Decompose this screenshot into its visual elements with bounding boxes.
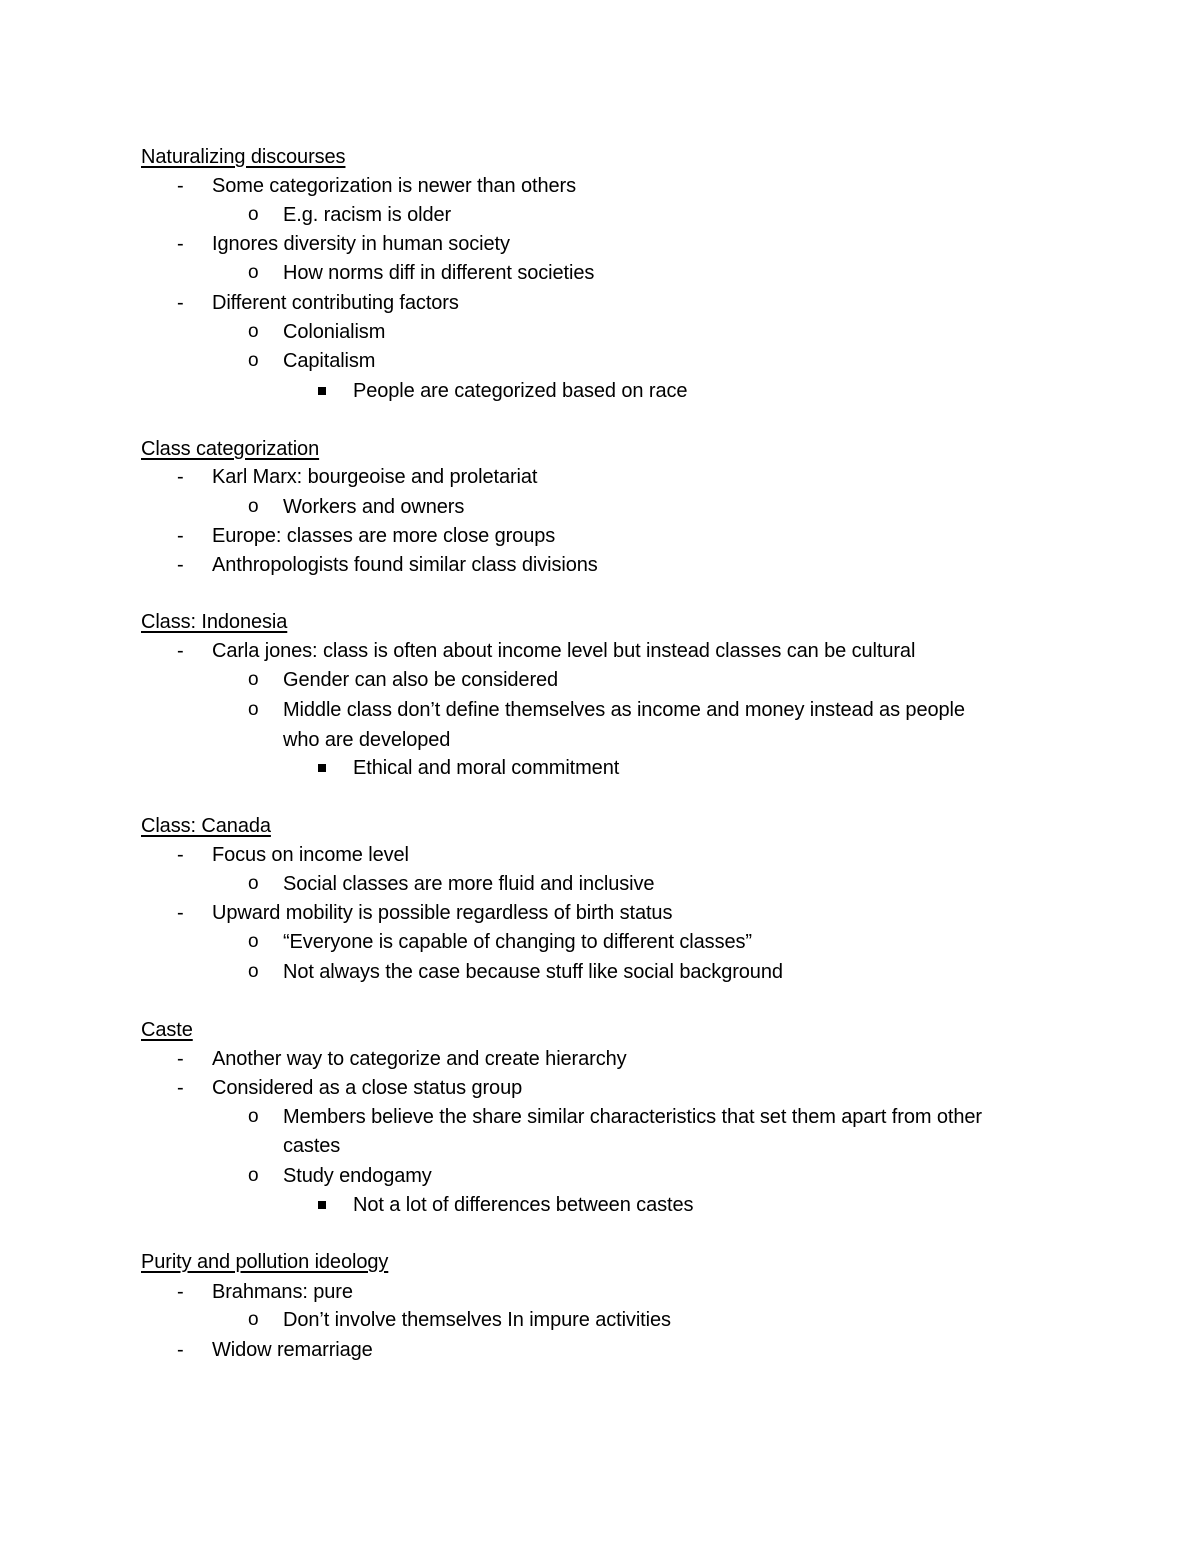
list-item: Considered as a close status group — [212, 1077, 523, 1099]
dash-bullet-icon: - — [177, 466, 184, 488]
list-item: People are categorized based on race — [353, 380, 688, 402]
list-item: Not always the case because stuff like social background — [283, 961, 783, 983]
list-item: Capitalism — [283, 350, 376, 372]
circle-bullet-icon: o — [248, 1106, 259, 1127]
list-item-continuation: castes — [283, 1135, 341, 1157]
circle-bullet-icon: o — [248, 873, 259, 894]
list-item-continuation: who are developed — [283, 729, 451, 751]
dash-bullet-icon: - — [177, 1048, 184, 1070]
list-item: Gender can also be considered — [283, 669, 559, 691]
list-item: Europe: classes are more close groups — [212, 525, 556, 547]
dash-bullet-icon: - — [177, 554, 184, 576]
list-item: Widow remarriage — [212, 1339, 373, 1361]
list-item: Not a lot of differences between castes — [353, 1194, 694, 1216]
circle-bullet-icon: o — [248, 496, 259, 517]
list-item: Social classes are more fluid and inclusive — [283, 873, 655, 895]
dash-bullet-icon: - — [177, 292, 184, 314]
square-bullet-shape — [318, 1201, 326, 1209]
list-item: Different contributing factors — [212, 292, 459, 314]
list-item: “Everyone is capable of changing to different classes” — [283, 931, 752, 953]
dash-bullet-icon: - — [177, 1281, 184, 1303]
circle-bullet-icon: o — [248, 699, 259, 720]
list-item: Colonialism — [283, 321, 386, 343]
list-item: E.g. racism is older — [283, 204, 452, 226]
list-item: Middle class don’t define themselves as income and money instead as people — [283, 699, 965, 721]
list-item: Study endogamy — [283, 1165, 432, 1187]
section-heading: Class: Canada — [141, 815, 271, 837]
section-heading: Purity and pollution ideology — [141, 1251, 389, 1273]
circle-bullet-icon: o — [248, 204, 259, 225]
dash-bullet-icon: - — [177, 844, 184, 866]
dash-bullet-icon: - — [177, 1339, 184, 1361]
section-heading: Caste — [141, 1019, 193, 1041]
list-item: Upward mobility is possible regardless of birth status — [212, 902, 673, 924]
list-item: Some categorization is newer than others — [212, 175, 576, 197]
dash-bullet-icon: - — [177, 902, 184, 924]
section-heading: Class categorization — [141, 438, 320, 460]
circle-bullet-icon: o — [248, 669, 259, 690]
dash-bullet-icon: - — [177, 525, 184, 547]
circle-bullet-icon: o — [248, 1309, 259, 1330]
circle-bullet-icon: o — [248, 321, 259, 342]
square-bullet-icon — [318, 756, 326, 772]
section-heading: Class: Indonesia — [141, 611, 288, 633]
list-item: How norms diff in different societies — [283, 262, 595, 284]
list-item: Brahmans: pure — [212, 1281, 353, 1303]
dash-bullet-icon: - — [177, 233, 184, 255]
square-bullet-icon — [318, 379, 326, 395]
circle-bullet-icon: o — [248, 931, 259, 952]
list-item: Another way to categorize and create hierarchy — [212, 1048, 627, 1070]
circle-bullet-icon: o — [248, 961, 259, 982]
dash-bullet-icon: - — [177, 1077, 184, 1099]
list-item: Members believe the share similar characteristics that set them apart from other — [283, 1106, 982, 1128]
list-item: Carla jones: class is often about income level but instead classes can be cultural — [212, 640, 916, 662]
circle-bullet-icon: o — [248, 1165, 259, 1186]
list-item: Ignores diversity in human society — [212, 233, 510, 255]
list-item: Workers and owners — [283, 496, 465, 518]
square-bullet-icon — [318, 1193, 326, 1209]
list-item: Anthropologists found similar class divisions — [212, 554, 598, 576]
dash-bullet-icon: - — [177, 640, 184, 662]
list-item: Karl Marx: bourgeoise and proletariat — [212, 466, 538, 488]
square-bullet-shape — [318, 764, 326, 772]
section-heading: Naturalizing discourses — [141, 146, 346, 168]
list-item: Don’t involve themselves In impure activities — [283, 1309, 671, 1331]
dash-bullet-icon: - — [177, 175, 184, 197]
list-item: Focus on income level — [212, 844, 409, 866]
list-item: Ethical and moral commitment — [353, 757, 620, 779]
circle-bullet-icon: o — [248, 262, 259, 283]
circle-bullet-icon: o — [248, 350, 259, 371]
square-bullet-shape — [318, 387, 326, 395]
